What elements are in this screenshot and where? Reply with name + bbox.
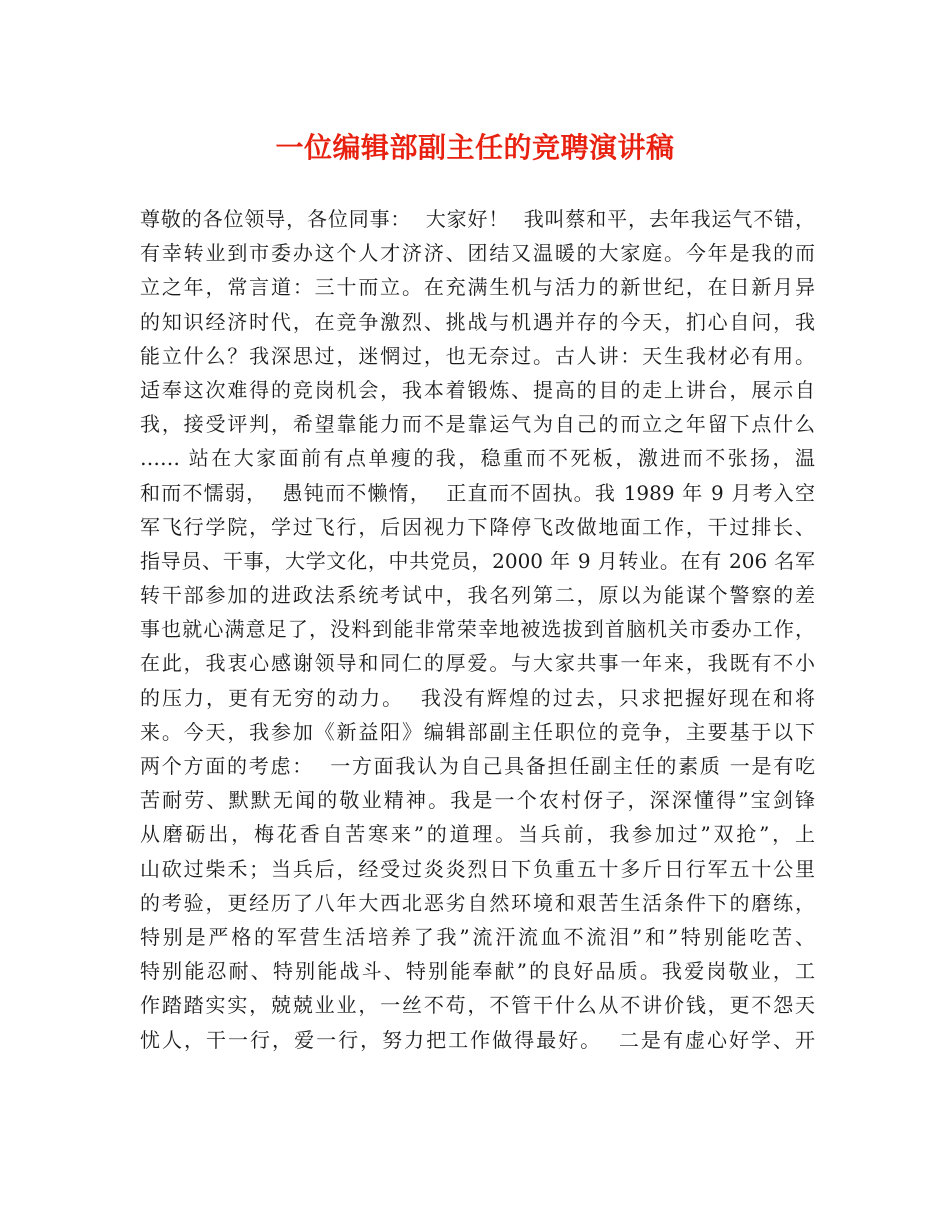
body-text-line: 事也就心满意足了，没料到能非常荣幸地被选拔到首脑机关市委办工作， — [140, 617, 815, 642]
body-text-line: 转干部参加的进政法系统考试中，我名列第二，原以为能谋个警察的差 — [140, 583, 815, 608]
body-text-line: 能立什么？我深思过，迷惘过，也无奈过。古人讲：天生我材必有用。 — [140, 343, 815, 368]
body-text-line: 的知识经济时代，在竞争激烈、挑战与机遇并存的今天，扪心自问，我 — [140, 309, 815, 334]
body-text-line: 两个方面的考虑： 一方面我认为自己具备担任副主任的素质 一是有吃 — [140, 754, 815, 778]
body-text-line: 在此，我衷心感谢领导和同仁的厚爱。与大家共事一年来，我既有不小 — [140, 651, 815, 676]
body-text-line: 立之年，常言道：三十而立。在充满生机与活力的新世纪，在日新月异 — [140, 275, 815, 300]
page-title: 一位编辑部副主任的竞聘演讲稿 — [275, 131, 675, 164]
body-text-line: 作踏踏实实，兢兢业业，一丝不苟，不管干什么从不讲价钱，更不怨天 — [140, 993, 815, 1018]
body-text-line: 尊敬的各位领导，各位同事： 大家好！ 我叫蔡和平，去年我运气不错， — [140, 207, 815, 231]
body-text-line: 的压力，更有无穷的动力。 我没有辉煌的过去，只求把握好现在和将 — [140, 685, 815, 710]
body-text-line: 的考验，更经历了八年大西北恶劣自然环境和艰苦生活条件下的磨练， — [140, 890, 815, 915]
body-text-line: 从磨砺出，梅花香自苦寒来”的道理。当兵前，我参加过”双抢”，上 — [140, 822, 815, 847]
body-text-line: 山砍过柴禾；当兵后，经受过炎炎烈日下负重五十多斤日行军五十公里 — [140, 856, 815, 881]
body-text-line: 我，接受评判，希望靠能力而不是靠运气为自己的而立之年留下点什么 — [140, 412, 815, 437]
body-text-line: 特别能忍耐、特别能战斗、特别能奉献”的良好品质。我爱岗敬业，工 — [140, 959, 815, 984]
body-text-line: 忧人，干一行，爱一行，努力把工作做得最好。 二是有虚心好学、开 — [140, 1027, 815, 1052]
body-text-line: 指导员、干事，大学文化，中共党员，2000 年 9 月转业。在有 206 名军 — [140, 548, 815, 573]
body-text-line: 特别是严格的军营生活培养了我”流汗流血不流泪”和”特别能吃苦、 — [140, 924, 815, 949]
body-text-line: 苦耐劳、默默无闻的敬业精神。我是一个农村伢子，深深懂得”宝剑锋 — [140, 788, 815, 813]
body-text-line: 适奉这次难得的竞岗机会，我本着锻炼、提高的目的走上讲台，展示自 — [140, 377, 815, 402]
body-text-line: 来。今天，我参加《新益阳》编辑部副主任职位的竞争，主要基于以下 — [140, 719, 815, 744]
document-body — [140, 202, 815, 1057]
body-text-line: …… 站在大家面前有点单瘦的我，稳重而不死板，激进而不张扬，温 — [140, 446, 815, 471]
body-text-line: 军飞行学院，学过飞行，后因视力下降停飞改做地面工作，干过排长、 — [140, 514, 815, 539]
body-text-line: 有幸转业到市委办这个人才济济、团结又温暖的大家庭。今年是我的而 — [140, 241, 815, 266]
body-text-line: 和而不懦弱， 愚钝而不懒惰， 正直而不固执。我 1989 年 9 月考入空 — [140, 480, 815, 505]
